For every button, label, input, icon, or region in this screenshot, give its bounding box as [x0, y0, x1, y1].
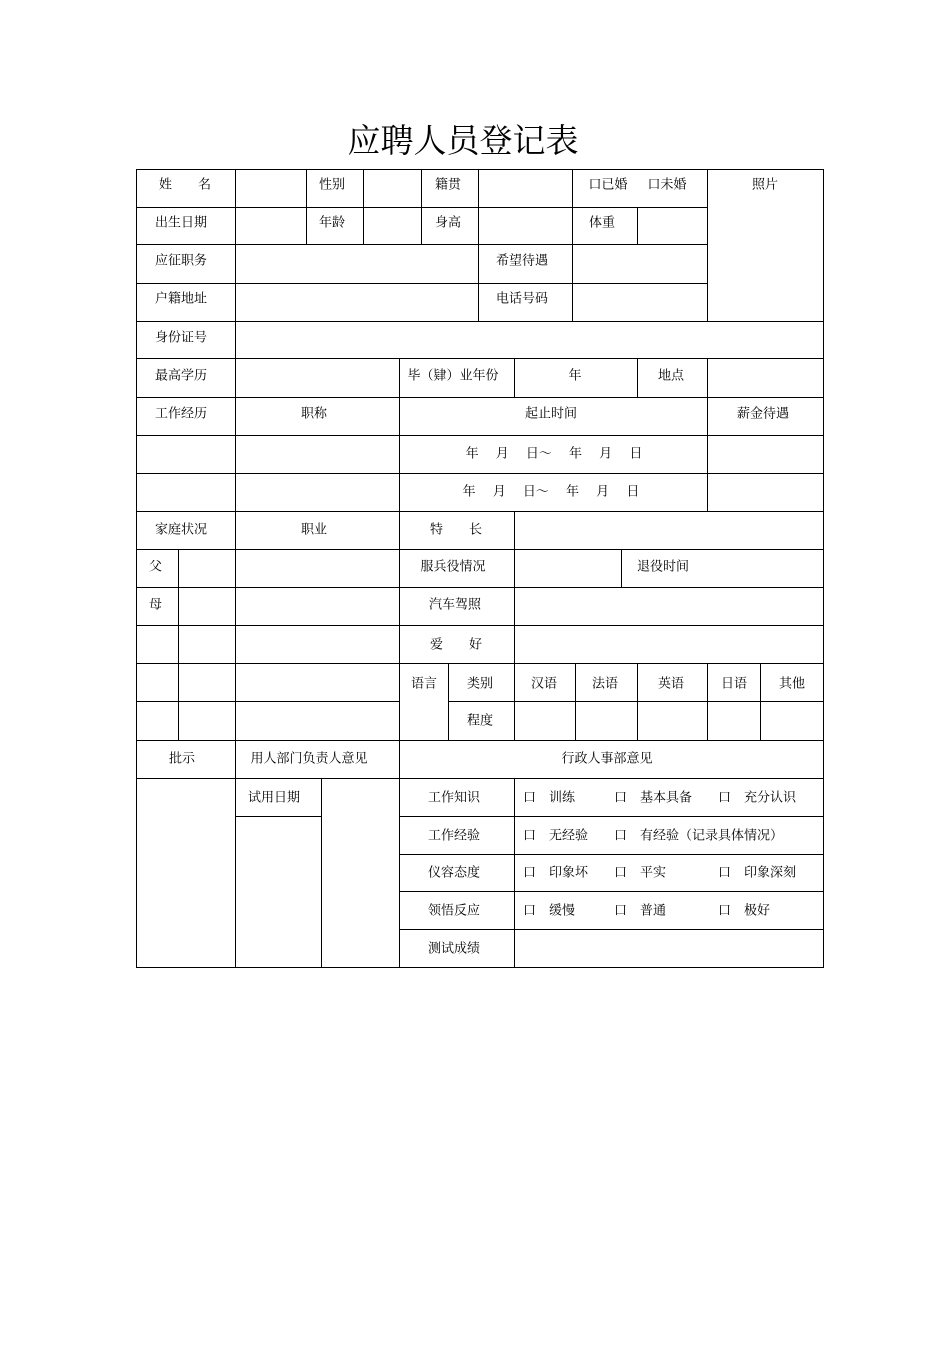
- knowledge-label: 工作知识: [427, 790, 481, 806]
- date-range-2: 年 月 日～ 年 月 日: [462, 484, 640, 500]
- french-label: 法语: [591, 676, 619, 692]
- approval-label: 批示: [168, 751, 196, 767]
- occupation-label: 职业: [300, 522, 328, 538]
- work-history-label: 工作经历: [154, 406, 208, 422]
- mother-label: 母: [149, 597, 163, 613]
- father-label: 父: [149, 559, 163, 575]
- license-label: 汽车驾照: [428, 597, 482, 613]
- probation-date-label: 试用日期: [247, 790, 301, 806]
- weight-label: 体重: [588, 215, 616, 231]
- id-number-label: 身份证号: [154, 330, 208, 346]
- graduation-year-label: 毕（肄）业年份: [407, 368, 499, 384]
- category-label: 类别: [466, 676, 494, 692]
- other-language-label: 其他: [778, 676, 806, 692]
- english-label: 英语: [657, 676, 685, 692]
- level-label: 程度: [466, 713, 494, 729]
- phone-label: 电话号码: [495, 291, 549, 307]
- dept-opinion-label: 用人部门负责人意见: [250, 751, 368, 767]
- height-label: 身高: [434, 215, 462, 231]
- married-option[interactable]: 口已婚: [588, 177, 628, 193]
- knowledge-options[interactable]: 口 训练 口 基本具备 口 充分认识: [523, 790, 797, 806]
- period-label: 起止时间: [524, 406, 578, 422]
- specialty-label: 特 长: [429, 522, 483, 538]
- response-label: 领悟反应: [427, 903, 481, 919]
- japanese-label: 日语: [720, 676, 748, 692]
- date-range-1: 年 月 日～ 年 月 日: [465, 446, 643, 462]
- hobby-label: 爱 好: [429, 637, 483, 653]
- unmarried-option[interactable]: 口未婚: [647, 177, 687, 193]
- chinese-label: 汉语: [530, 676, 558, 692]
- manner-label: 仪容态度: [427, 865, 481, 881]
- expected-pay-label: 希望待遇: [495, 253, 549, 269]
- experience-options[interactable]: 口 无经验 口 有经验（记录具体情况）: [523, 828, 784, 844]
- location-label: 地点: [657, 368, 685, 384]
- job-title-label: 职称: [300, 406, 328, 422]
- family-label: 家庭状况: [154, 522, 208, 538]
- test-score-label: 测试成绩: [427, 941, 481, 957]
- language-label: 语言: [410, 676, 438, 692]
- gender-label: 性别: [318, 177, 346, 193]
- address-label: 户籍地址: [154, 291, 208, 307]
- experience-label: 工作经验: [427, 828, 481, 844]
- native-place-label: 籍贯: [434, 177, 462, 193]
- salary-label: 薪金待遇: [736, 406, 790, 422]
- position-label: 应征职务: [154, 253, 208, 269]
- age-label: 年龄: [318, 215, 346, 231]
- page-title: 应聘人员登记表: [347, 121, 579, 160]
- hr-opinion-label: 行政人事部意见: [561, 751, 653, 767]
- name-label: 姓 名: [158, 177, 212, 193]
- discharge-label: 退役时间: [636, 559, 690, 575]
- birth-date-label: 出生日期: [154, 215, 208, 231]
- photo-label: 照片: [751, 177, 779, 193]
- education-label: 最高学历: [154, 368, 208, 384]
- manner-options[interactable]: 口 印象坏 口 平实 口 印象深刻: [523, 865, 797, 881]
- military-label: 服兵役情况: [420, 559, 486, 575]
- response-options[interactable]: 口 缓慢 口 普通 口 极好: [523, 903, 771, 919]
- year-label: 年: [568, 368, 582, 384]
